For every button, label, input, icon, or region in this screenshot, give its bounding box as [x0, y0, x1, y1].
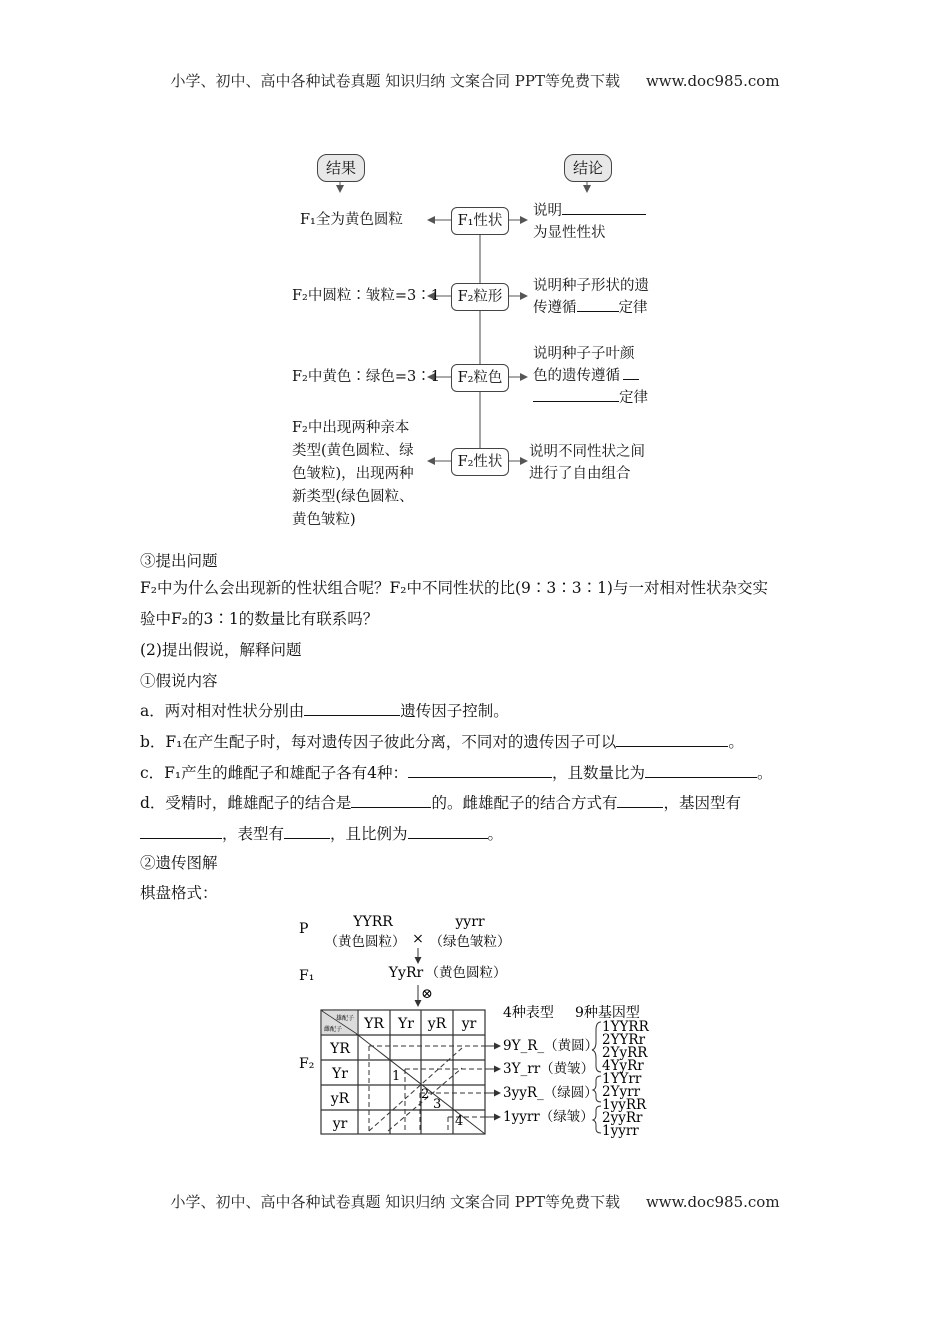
conclusion-text: 说明不同性状之间: [529, 444, 645, 460]
text-span: ，且比例为: [330, 825, 408, 843]
f1-phenotype: （黄色圆粒）: [425, 965, 507, 981]
genotype-item: 2yyRr: [602, 1110, 643, 1126]
genotype-item: 2Yyrr: [602, 1084, 641, 1100]
genotype-item: 1yyrr: [602, 1123, 639, 1139]
text-span: ，且数量比为: [552, 764, 646, 782]
genotype-item: 2YYRr: [602, 1032, 646, 1048]
result-line: 新类型(绿色圆粒、: [292, 489, 414, 505]
row-header: YR: [330, 1041, 350, 1057]
conclusion-title: 结论: [564, 154, 612, 182]
text-span: ，基因型有: [663, 794, 741, 812]
result-f2-color: F₂中黄色∶绿色=3∶1: [292, 369, 440, 385]
header-text: 小学、初中、高中各种试卷真题 知识归纳 文案合同 PPT等免费下载: [170, 72, 620, 90]
page-footer: [0, 1191, 950, 1212]
text-span: 。: [487, 825, 504, 843]
corner-male-label: 雄配子: [335, 1015, 355, 1022]
conclusion-text: 色的遗传遵循: [533, 368, 620, 384]
conclusion-text: 说明: [533, 203, 562, 219]
question-line-1: F₂中为什么会出现新的性状组合呢？F₂中不同性状的比(9∶3∶3∶1)与一对相对性状杂交实: [140, 579, 768, 597]
hypothesis-content-title: ①假说内容: [140, 672, 218, 690]
region-number-2: 2: [421, 1087, 430, 1102]
text-span: c．F₁产生的雌配子和雄配子各有4种：: [140, 764, 409, 782]
result-title: 结果: [317, 154, 365, 182]
cross-symbol: ×: [412, 931, 424, 947]
center-node-f2-shape: F₂粒形: [451, 283, 509, 311]
genotype-item: 2YyRR: [602, 1045, 648, 1061]
region-number-4: 4: [455, 1114, 464, 1129]
conclusion-text: 进行了自由组合: [529, 466, 631, 482]
p-label: P: [299, 921, 309, 937]
text-span: d．受精时，雌雄配子的结合是: [140, 794, 352, 812]
conclusion-text: 说明种子子叶颜: [533, 346, 635, 362]
question-line-2: 验中F₂的3∶1的数量比有联系吗？: [140, 610, 379, 628]
phenotype-item: 3Y_rr（黄皱）: [503, 1061, 595, 1077]
phenotype-item: 3yyR_（绿圆）: [503, 1085, 598, 1101]
result-f1: F₁全为黄色圆粒: [300, 212, 403, 228]
result-line: 类型(黄色圆粒、绿: [292, 443, 414, 459]
section-hypothesis: (2)提出假说，解释问题: [140, 641, 302, 659]
col-header: yR: [427, 1016, 447, 1032]
result-line: F₂中出现两种亲本: [292, 420, 410, 436]
conclusion-text: 定律: [619, 390, 648, 406]
genetic-diagram-title: ②遗传图解: [140, 854, 218, 872]
footer-text: 小学、初中、高中各种试卷真题 知识归纳 文案合同 PPT等免费下载: [170, 1193, 620, 1211]
section-propose-question: ③提出问题: [140, 552, 218, 570]
center-node-f2-traits: F₂性状: [451, 448, 509, 476]
conclusion-text: 说明种子形状的遗: [533, 278, 649, 294]
text-span: 。: [757, 764, 773, 782]
genotype-item: 4YyRr: [602, 1058, 644, 1074]
header-url[interactable]: www.doc985.com: [645, 72, 780, 90]
footer-url[interactable]: www.doc985.com: [645, 1193, 780, 1211]
f1-label: F₁: [299, 968, 315, 984]
parent1-phenotype: （黄色圆粒）: [324, 934, 406, 950]
text-span: b．F₁在产生配子时，每对遗传因子彼此分离，不同对的遗传因子可以: [140, 733, 617, 751]
text-span: ，表型有: [222, 825, 285, 843]
col-header: Yr: [398, 1016, 414, 1032]
col-header: YR: [364, 1016, 384, 1032]
text-span: a．两对相对性状分别由: [140, 702, 305, 720]
genotype-item: 1YYrr: [602, 1071, 642, 1087]
row-header: yR: [330, 1091, 350, 1107]
result-line: 色皱粒)，出现两种: [292, 466, 414, 482]
f2-label: F₂: [299, 1056, 315, 1072]
phenotype-title: 4种表型: [503, 1005, 554, 1021]
conclusion-text: 为显性性状: [533, 225, 606, 241]
parent2-genotype: yyrr: [455, 914, 485, 930]
parent2-phenotype: （绿色皱粒）: [429, 934, 511, 950]
center-node-f2-color: F₂粒色: [451, 364, 509, 392]
conclusion-text: 传遵循: [533, 300, 577, 316]
row-header: yr: [332, 1116, 348, 1132]
region-number-1: 1: [392, 1069, 401, 1084]
col-header: yr: [461, 1016, 477, 1032]
parent1-genotype: YYRR: [353, 914, 393, 930]
genotype-item: 1YYRR: [602, 1019, 649, 1035]
text-span: 。: [728, 733, 744, 751]
f1-genotype: YyRr: [388, 965, 424, 981]
region-number-3: 3: [433, 1097, 442, 1112]
result-f2-shape: F₂中圆粒∶皱粒=3∶1: [292, 288, 440, 304]
result-line: 黄色皱粒): [292, 512, 356, 528]
center-node-f1-trait: F₁性状: [451, 207, 509, 235]
brace-icon: [593, 1106, 601, 1133]
text-span: 遗传因子控制。: [400, 702, 509, 720]
punnett-format-title: 棋盘格式：: [140, 884, 218, 902]
corner-female-label: 雌配子: [323, 1026, 343, 1033]
phenotype-item: 1yyrr（绿皱）: [503, 1109, 594, 1125]
phenotype-item: 9Y_R_（黄圆）: [503, 1038, 599, 1054]
self-cross-symbol: ⊗: [421, 986, 433, 1002]
genotype-title: 9种基因型: [575, 1005, 640, 1021]
row-header: Yr: [332, 1066, 348, 1082]
genotype-item: 1yyRR: [602, 1097, 647, 1113]
conclusion-text: 定律: [618, 300, 648, 316]
text-span: 的。雌雄配子的结合方式有: [431, 794, 618, 812]
